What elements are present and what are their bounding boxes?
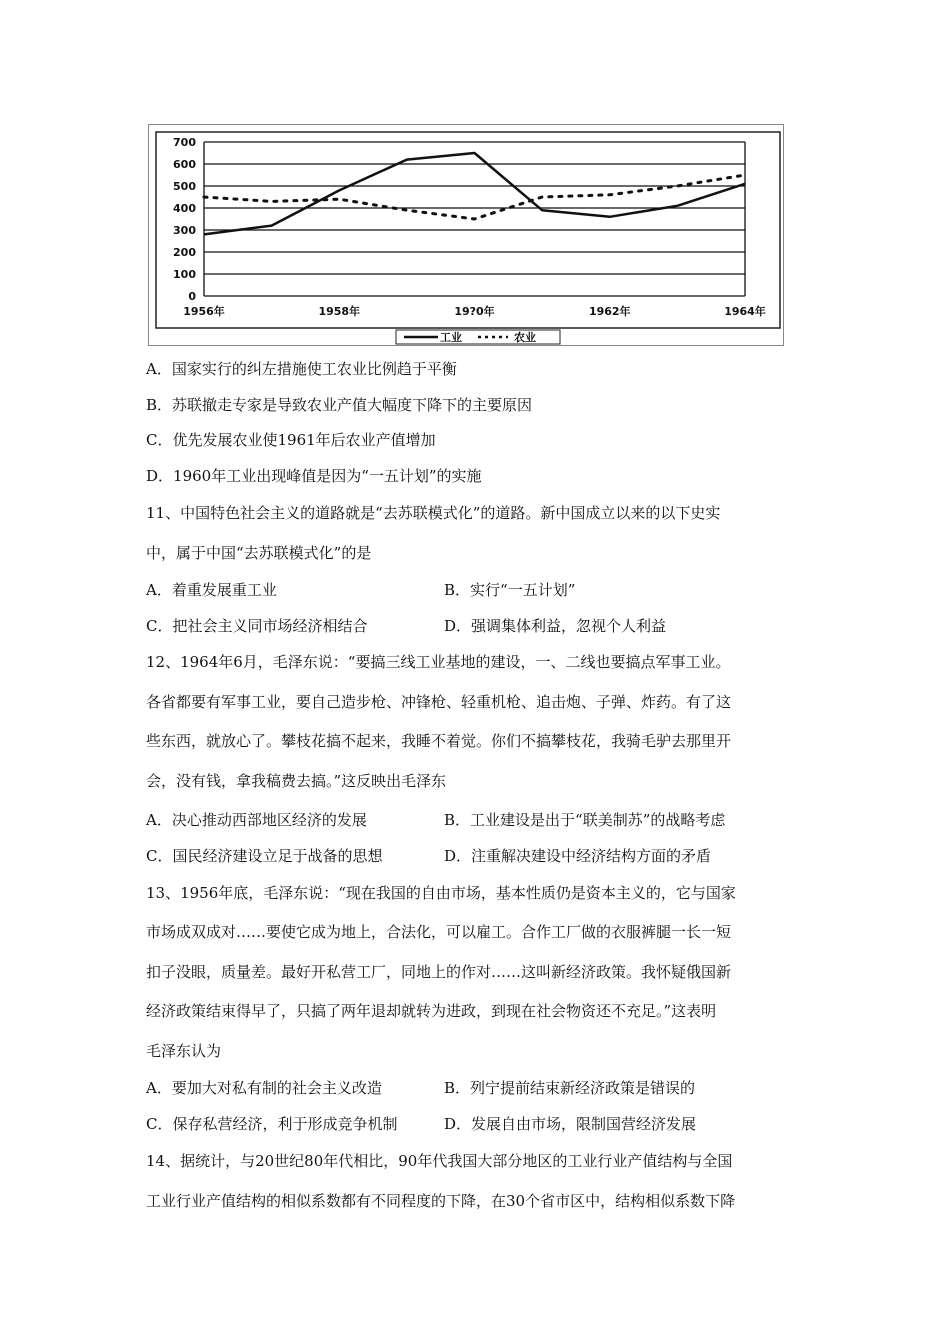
q12-option-b: B．工业建设是出于“联美制苏”的战略考虑 — [444, 811, 726, 829]
y-tick-label: 100 — [173, 268, 196, 281]
q12-option-c: C．国民经济建设立足于战备的思想 — [146, 847, 383, 865]
q11-stem-line-2: 中，属于中国“去苏联模式化”的是 — [146, 544, 372, 562]
q12-option-a: A．决心推动西部地区经济的发展 — [146, 811, 367, 829]
q13-option-b: B．列宁提前结束新经济政策是错误的 — [444, 1079, 696, 1097]
y-tick-label: 700 — [173, 136, 196, 149]
q14-stem-line-1: 14、据统计，与20世纪80年代相比，90年代我国大部分地区的工业行业产值结构与全国 — [146, 1152, 733, 1170]
chart-svg — [148, 124, 784, 346]
y-tick-label: 0 — [188, 290, 196, 303]
q13-stem-line-1: 13、1956年底，毛泽东说：“现在我国的自由市场，基本性质仍是资本主义的，它与国家 — [146, 884, 736, 902]
q10-option-c: C．优先发展农业使1961年后农业产值增加 — [146, 431, 436, 449]
q12-option-d: D．注重解决建设中经济结构方面的矛盾 — [444, 847, 712, 865]
q13-option-c: C．保存私营经济，利于形成竞争机制 — [146, 1115, 398, 1133]
y-tick-label: 400 — [173, 202, 196, 215]
x-tick-label: 19?0年 — [454, 305, 495, 318]
x-tick-label: 1962年 — [588, 305, 631, 318]
q11-option-c: C．把社会主义同市场经济相结合 — [146, 617, 368, 635]
x-tick-label: 1964年 — [724, 305, 766, 318]
q12-stem-line-2: 各省都要有军事工业，要自己造步枪、冲锋枪、轻重机枪、追击炮、子弹、炸药。有了这 — [146, 693, 732, 711]
q11-stem-line-1: 11、中国特色社会主义的道路就是“去苏联模式化”的道路。新中国成立以来的以下史实 — [146, 504, 721, 522]
legend-label-agriculture: 农业 — [514, 331, 536, 344]
y-tick-label: 500 — [173, 180, 196, 193]
q13-stem-line-4: 经济政策结束得早了，只搞了两年退却就转为进政，到现在社会物资还不充足。”这表明 — [146, 1002, 717, 1020]
q12-stem-line-3: 些东西，就放心了。攀枝花搞不起来，我睡不着觉。你们不搞攀枝花，我骑毛驴去那里开 — [146, 732, 732, 750]
q13-option-a: A．要加大对私有制的社会主义改造 — [146, 1079, 382, 1097]
y-tick-label: 200 — [173, 246, 196, 259]
x-tick-label: 1958年 — [318, 305, 361, 318]
legend-label-industry: 工业 — [440, 331, 462, 344]
q10-option-a: A．国家实行的纠左措施使工农业比例趋于平衡 — [146, 360, 457, 378]
q11-option-a: A．着重发展重工业 — [146, 581, 277, 599]
line-chart — [148, 124, 784, 346]
q13-stem-line-2: 市场成双成对……要使它成为地上，合法化，可以雇工。合作工厂做的衣服裤腿一长一短 — [146, 923, 732, 941]
x-tick-label: 1956年 — [183, 305, 225, 318]
q13-stem-line-3: 扣子没眼，质量差。最好开私营工厂，同地上的作对……这叫新经济政策。我怀疑俄国新 — [146, 963, 732, 981]
q11-option-b: B．实行“一五计划” — [444, 581, 576, 599]
q14-stem-line-2: 工业行业产值结构的相似系数都有不同程度的下降，在30个省市区中，结构相似系数下降 — [146, 1192, 736, 1210]
q12-stem-line-4: 会，没有钱，拿我稿费去搞。”这反映出毛泽东 — [146, 772, 447, 790]
q10-option-d: D．1960年工业出现峰值是因为“一五计划”的实施 — [146, 467, 482, 485]
legend — [396, 330, 560, 344]
q13-option-d: D．发展自由市场，限制国营经济发展 — [444, 1115, 697, 1133]
q12-stem-line-1: 12、1964年6月，毛泽东说：“要搞三线工业基地的建设，一、二线也要搞点军事工业。 — [146, 653, 731, 671]
q11-option-d: D．强调集体利益，忽视个人利益 — [444, 617, 667, 635]
y-tick-label: 600 — [173, 158, 196, 171]
q10-option-b: B．苏联撤走专家是导致农业产值大幅度下降下的主要原因 — [146, 396, 533, 414]
y-tick-label: 300 — [173, 224, 196, 237]
q13-stem-line-5: 毛泽东认为 — [146, 1042, 222, 1060]
